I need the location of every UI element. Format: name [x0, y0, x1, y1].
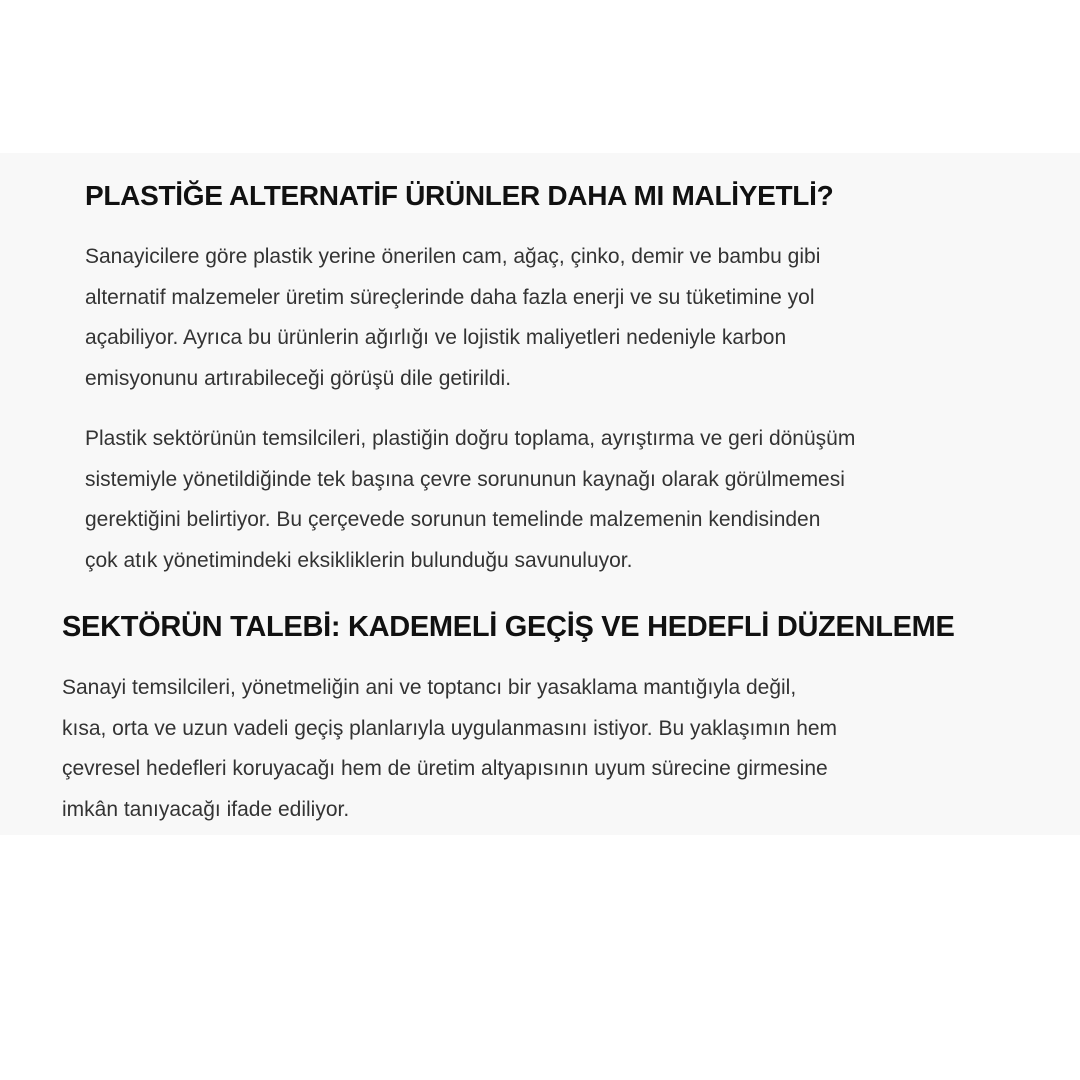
text-line: kısa, orta ve uzun vadeli geçiş planlarıyla uygulanmasını istiyor. Bu yaklaşımın hem	[62, 716, 838, 740]
text-line: emisyonunu artırabileceği görüşü dile getirildi.	[85, 366, 512, 390]
text-line: Plastik sektörünün temsilcileri, plastiğin doğru toplama, ayrıştırma ve geri dönüşüm	[85, 427, 856, 450]
text-line: alternatif malzemeler üretim süreçlerinde daha fazla enerji ve su tüketimine yol	[85, 285, 815, 309]
text-line: açabiliyor. Ayrıca bu ürünlerin ağırlığı ve lojistik maliyetleri nedeniyle karbon	[85, 326, 787, 349]
paragraph-sector-representatives	[85, 419, 855, 581]
section-heading-sector-demand: SEKTÖRÜN TALEBİ: KADEMELİ GEÇİŞ VE HEDEFLİ DÜZENLEME	[62, 611, 955, 643]
text-line: sistemiyle yönetildiğinde tek başına çevre sorununun kaynağı olarak görülmemesi	[85, 467, 845, 491]
text-line: Sanayi temsilcileri, yönetmeliğin ani ve toptancı bir yasaklama mantığıyla değil,	[62, 676, 797, 699]
text-line: çok atık yönetimindeki eksikliklerin bulunduğu savunuluyor.	[85, 548, 633, 572]
text-line: gerektiğini belirtiyor. Bu çerçevede sorunun temelinde malzemenin kendisinden	[85, 508, 821, 531]
text-line: imkân tanıyacağı ifade ediliyor.	[62, 797, 350, 821]
section-heading-alternatives-cost: PLASTİĞE ALTERNATİF ÜRÜNLER DAHA MI MALİYETLİ?	[85, 180, 834, 211]
text-line: Sanayicilere göre plastik yerine önerilen cam, ağaç, çinko, demir ve bambu gibi	[85, 245, 821, 268]
text-line: çevresel hedefleri koruyacağı hem de üretim altyapısının uyum sürecine girmesine	[62, 757, 828, 780]
paragraph-gradual-transition	[62, 668, 837, 830]
paragraph-alternative-materials	[85, 237, 820, 399]
